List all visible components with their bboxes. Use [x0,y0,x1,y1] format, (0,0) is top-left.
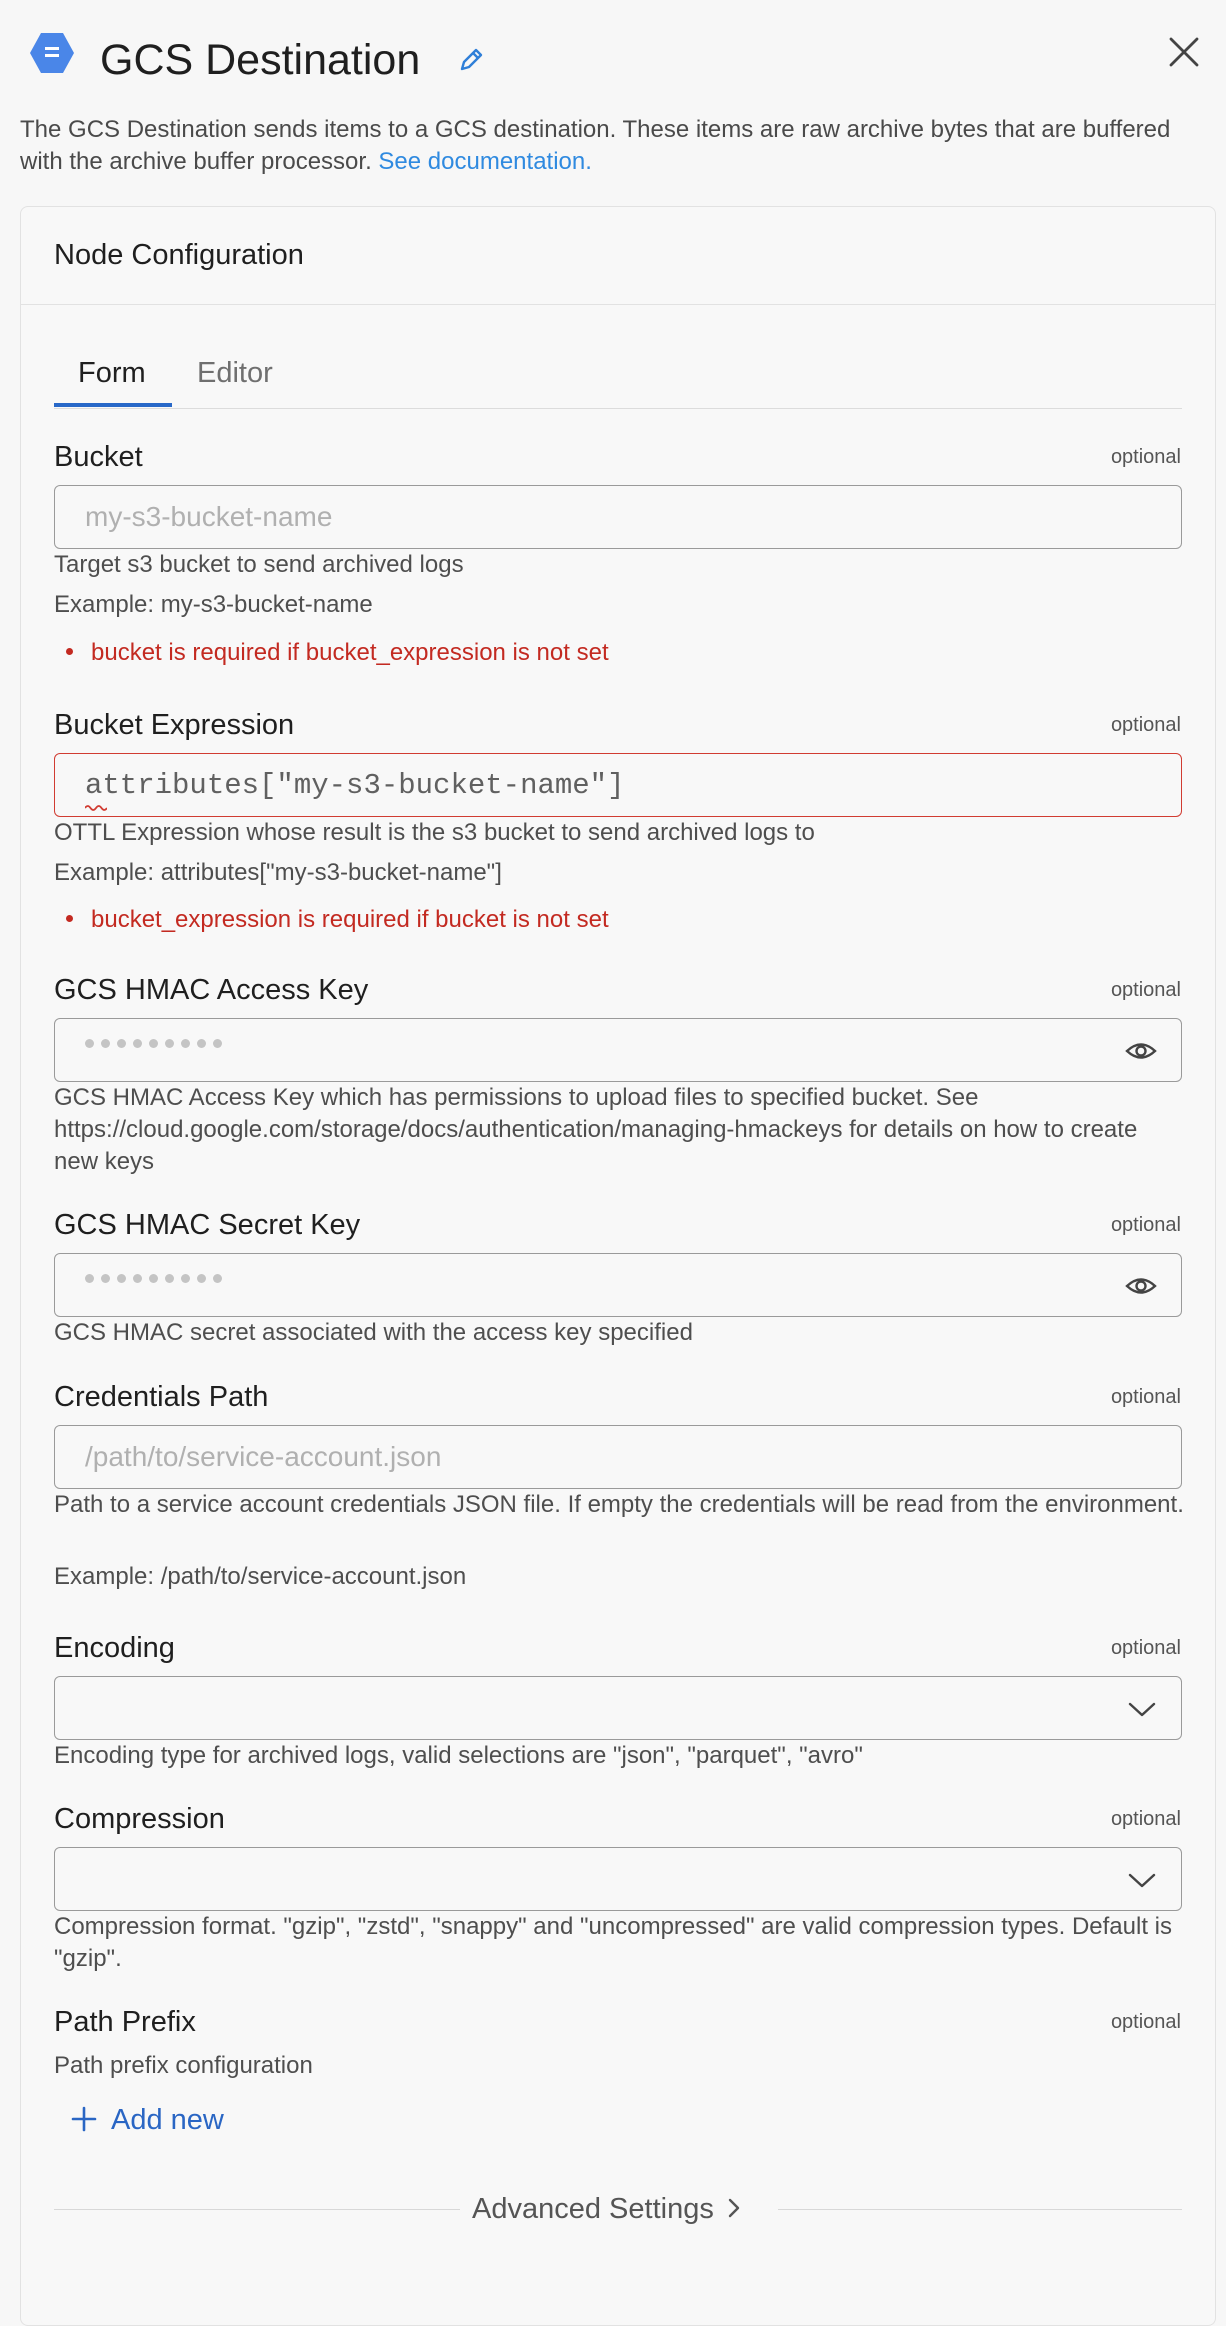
encoding-optional: optional [1110,1637,1181,1659]
bucket-input[interactable] [55,486,1181,548]
node-configuration-panel [20,206,1216,2326]
masked-value [85,1039,222,1048]
advanced-settings-divider [54,2189,1182,2229]
encoding-select[interactable] [54,1676,1182,1740]
advanced-settings-toggle[interactable] [472,2189,742,2229]
bucket-example: Example: my-s3-bucket-name [54,591,373,618]
add-new-label: Add new [111,2104,224,2136]
gcs-logo-icon [29,30,75,76]
spellcheck-squiggle [85,804,107,812]
credentials-path-field[interactable] [54,1425,1182,1489]
credentials-path-example: Example: /path/to/service-account.json [54,1563,467,1590]
tab-form[interactable]: Form [78,357,146,389]
hmac-secret-key-field[interactable] [54,1253,1182,1317]
eye-icon[interactable] [1125,1036,1157,1066]
hmac-access-key-field[interactable] [54,1018,1182,1082]
page-title: GCS Destination [100,36,421,84]
bucket-label: Bucket [54,441,143,473]
bucket-expression-field[interactable] [54,753,1182,817]
compression-optional: optional [1110,1808,1181,1830]
description-text: The GCS Destination sends items to a GCS destination. These items are raw archive bytes that are buffered with the archive buffer processor. [20,116,1171,175]
divider-line [778,2209,1182,2210]
tab-editor[interactable]: Editor [197,357,273,389]
bucket-expression-help: OTTL Expression whose result is the s3 bucket to send archived logs to [54,819,815,846]
pencil-icon[interactable] [455,44,487,76]
compression-help: Compression format. "gzip", "zstd", "snappy" and "uncompressed" are valid compression types. Default is "gzip". [54,1913,1172,1972]
path-prefix-label: Path Prefix [54,2006,196,2038]
credentials-path-optional: optional [1110,1386,1181,1408]
advanced-settings-label: Advanced Settings [472,2193,714,2225]
path-prefix-optional: optional [1110,2011,1181,2033]
panel-header [21,207,1215,305]
encoding-help: Encoding type for archived logs, valid selections are "json", "parquet", "avro" [54,1742,863,1769]
hmac-secret-key-optional: optional [1110,1214,1181,1236]
bucket-expression-example: Example: attributes["my-s3-bucket-name"] [54,859,502,886]
documentation-link[interactable]: See documentation. [378,148,592,175]
tab-bar [54,337,1182,409]
bucket-expression-value[interactable]: attributes["my-s3-bucket-name"] [85,769,625,802]
bucket-error-text: bucket is required if bucket_expression is not set [91,639,609,666]
drawer-header [0,0,1226,120]
active-tab-indicator [54,403,172,407]
eye-icon[interactable] [1125,1271,1157,1301]
bucket-expression-optional: optional [1110,714,1181,736]
plus-icon [71,2106,97,2132]
hmac-secret-key-label: GCS HMAC Secret Key [54,1209,361,1241]
bucket-field[interactable] [54,485,1182,549]
panel-title: Node Configuration [54,239,304,271]
hmac-access-key-label: GCS HMAC Access Key [54,974,369,1006]
chevron-down-icon[interactable] [1127,1697,1157,1721]
path-prefix-help: Path prefix configuration [54,2052,313,2079]
divider-line [54,2209,460,2210]
chevron-down-icon[interactable] [1127,1868,1157,1892]
hmac-access-key-help: GCS HMAC Access Key which has permissions to upload files to specified bucket. See https://cloud.google.com/storage/docs/authentication/managing-hmackeys for details on how to create new keys [54,1084,1138,1175]
description [20,114,1200,178]
compression-label: Compression [54,1803,225,1835]
bucket-expression-error-text: bucket_expression is required if bucket is not set [91,906,609,933]
chevron-right-icon [726,2196,742,2220]
close-icon[interactable] [1166,34,1202,70]
credentials-path-input[interactable] [55,1426,1181,1488]
hmac-secret-key-help: GCS HMAC secret associated with the access key specified [54,1319,693,1346]
bucket-help: Target s3 bucket to send archived logs [54,551,464,578]
bucket-expression-label: Bucket Expression [54,709,295,741]
encoding-label: Encoding [54,1632,175,1664]
add-new-button[interactable] [71,2100,224,2140]
credentials-path-label: Credentials Path [54,1381,269,1413]
masked-value [85,1274,222,1283]
bucket-optional: optional [1110,446,1181,468]
hmac-access-key-optional: optional [1110,979,1181,1001]
credentials-path-help: Path to a service account credentials JSON file. If empty the credentials will be read from the environment. [54,1491,1184,1518]
compression-select[interactable] [54,1847,1182,1911]
bucket-expression-error [54,904,609,936]
bucket-error [54,637,609,669]
